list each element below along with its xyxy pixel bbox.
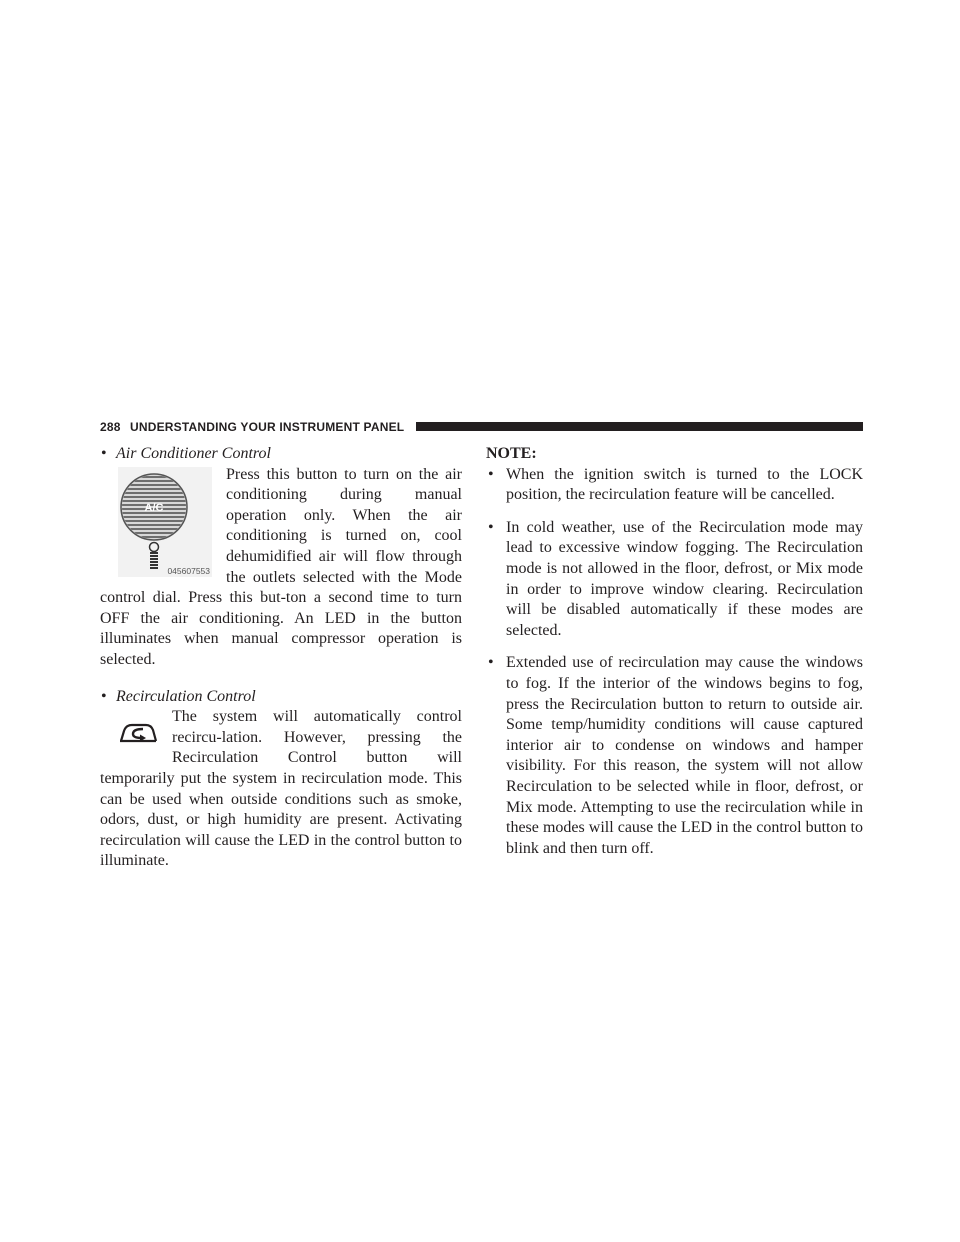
page-header	[100, 420, 863, 434]
page-number: 288	[100, 420, 121, 434]
air-conditioner-section	[100, 444, 462, 671]
bullet-dot: •	[488, 654, 494, 672]
recirculation-text: The system will automatically control recircu-lation. However, pressing the Recirculation Control button will temporarily put the system in recirculation mode. This can be used when outside conditions such as smoke, odors, dust, or high humidity are present. Activating recirculation will cause the LED in the control button to illuminate.	[100, 708, 462, 870]
right-column	[486, 444, 863, 871]
air-conditioner-text: Press this button to turn on the air conditioning during manual operation only. When the air conditioning is turned on, cool dehumidified air will flow through the outlets selected with the Mode control dial. Press this but-ton a second time to turn OFF the air conditioning. An LED in the button illuminates when manual compressor operation is selected.	[100, 465, 462, 668]
air-conditioner-heading	[100, 444, 462, 465]
bullet-dot: •	[488, 465, 494, 483]
recirculation-icon	[118, 719, 158, 747]
bullet-dot: •	[101, 445, 107, 462]
air-conditioner-title: Air Conditioner Control	[116, 445, 271, 462]
bullet-dot: •	[488, 518, 494, 536]
note-item-text: When the ignition switch is turned to the LOCK position, the recirculation feature will be cancelled.	[506, 465, 863, 504]
left-column	[100, 444, 462, 872]
note-item-text: In cold weather, use of the Recirculation mode may lead to excessive window fogging. The Recirculation mode is not allowed in the floor, defrost, or Mix mode in order to improve window clearing. Recirculation will be disabled automatically if these modes are selected.	[506, 518, 863, 639]
recirculation-section	[100, 687, 462, 872]
note-item	[486, 518, 863, 642]
header-rule	[416, 422, 863, 431]
bullet-dot: •	[101, 687, 107, 705]
note-item-text: Extended use of recirculation may cause the windows to fog. If the interior of the windows begins to fog, press the Recirculation button to return to outside air. Some temp/humidity conditions will cause captured interior air to condense on windows and hamper visibility. For this reason, the system will not allow Recirculation to be selected while in floor, defrost, or Mix mode. Attempting to use the recirculation while in these modes will cause the LED in the control button to blink and then turn off.	[506, 654, 863, 857]
note-item	[486, 465, 863, 506]
note-title: NOTE:	[486, 445, 537, 462]
recirculation-title: Recirculation Control	[116, 687, 256, 705]
image-code: 045607553	[167, 565, 210, 576]
section-title: UNDERSTANDING YOUR INSTRUMENT PANEL	[130, 420, 405, 434]
recirculation-heading	[100, 687, 462, 708]
note-item	[486, 653, 863, 859]
air-conditioner-icon	[118, 467, 212, 577]
ac-icon-label: A/C	[144, 501, 164, 514]
